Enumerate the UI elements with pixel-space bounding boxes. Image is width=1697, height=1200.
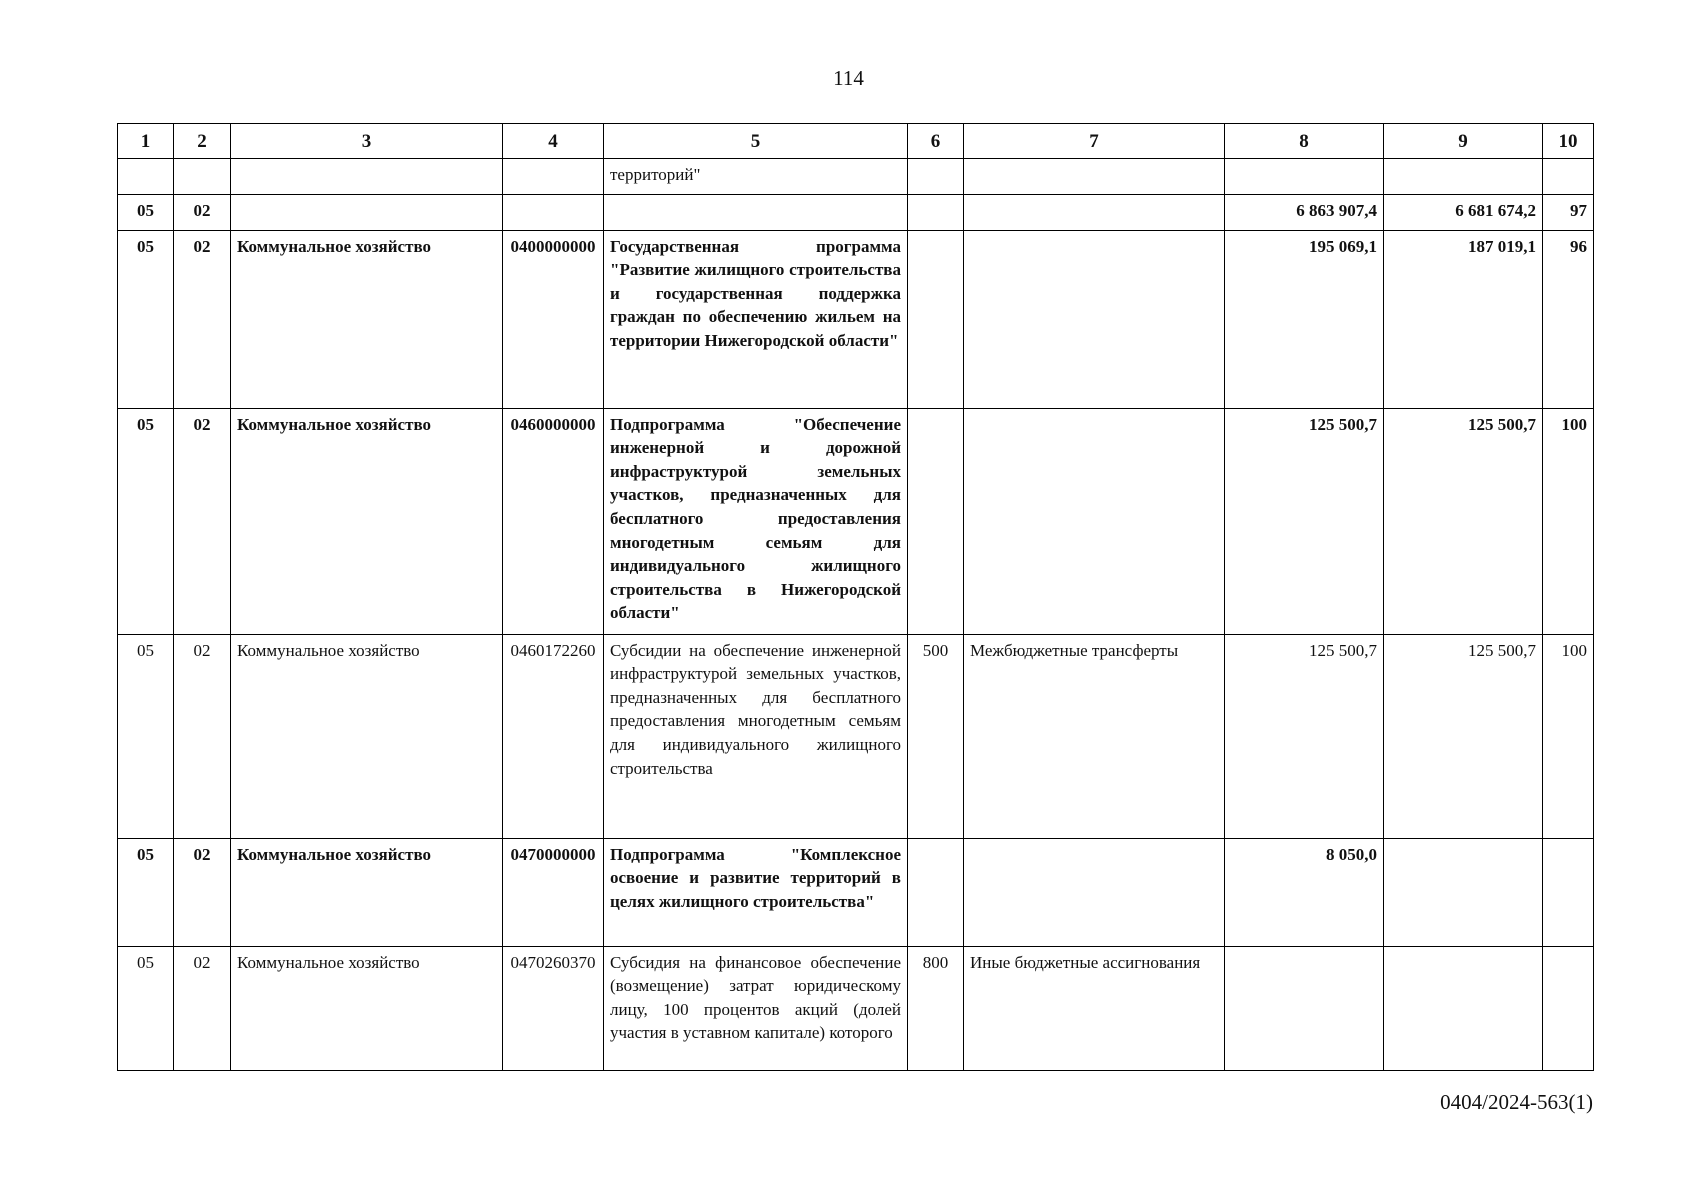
name-cell: Коммунальное хозяйство [231,634,503,838]
description-cell: Субсидии на обеспечение инженерной инфраструктурой земельных участков, предназначенных для бесплатного предоставления многодетным семьям для индивидуального жилищного строительства [604,634,908,838]
percent-cell [1543,158,1594,194]
type-name-cell: Иные бюджетные ассигнования [964,946,1225,1070]
type-code-cell: 500 [908,634,964,838]
section-cell: 05 [118,408,174,634]
actual-amount-cell [1384,838,1543,946]
code-cell [503,194,604,230]
description-cell: Подпрограмма "Комплексное освоение и развитие территорий в целях жилищного строительства" [604,838,908,946]
code-cell: 0470260370 [503,946,604,1070]
subsection-cell: 02 [174,408,231,634]
col-header-9: 9 [1384,124,1543,159]
name-cell [231,158,503,194]
document-id: 0404/2024-563(1) [1440,1090,1593,1114]
planned-amount-cell: 6 863 907,4 [1225,194,1384,230]
subsection-cell: 02 [174,634,231,838]
section-cell: 05 [118,634,174,838]
name-cell: Коммунальное хозяйство [231,946,503,1070]
section-cell: 05 [118,230,174,408]
name-cell [231,194,503,230]
col-header-6: 6 [908,124,964,159]
planned-amount-cell [1225,946,1384,1070]
description-cell: Субсидия на финансовое обеспечение (возмещение) затрат юридическому лицу, 100 процентов акций (долей участия в уставном капитале) которого [604,946,908,1070]
type-name-cell [964,194,1225,230]
col-header-8: 8 [1225,124,1384,159]
type-name-cell [964,838,1225,946]
description-cell [604,194,908,230]
percent-cell: 100 [1543,408,1594,634]
table-row [118,408,1594,634]
type-code-cell [908,838,964,946]
table-row [118,946,1594,1070]
actual-amount-cell: 125 500,7 [1384,408,1543,634]
subsection-cell: 02 [174,838,231,946]
table-row [118,194,1594,230]
description-cell: Государственная программа "Развитие жилищного строительства и государственная поддержка граждан по обеспечению жильем на территории Нижегородской области" [604,230,908,408]
section-cell [118,158,174,194]
percent-cell [1543,838,1594,946]
table-row [118,230,1594,408]
section-cell: 05 [118,838,174,946]
col-header-3: 3 [231,124,503,159]
table-row [118,634,1594,838]
planned-amount-cell [1225,158,1384,194]
subsection-cell: 02 [174,194,231,230]
planned-amount-cell: 195 069,1 [1225,230,1384,408]
code-cell: 0400000000 [503,230,604,408]
code-cell: 0460000000 [503,408,604,634]
type-code-cell [908,230,964,408]
page-number: 114 [833,66,864,90]
percent-cell [1543,946,1594,1070]
header-row [118,124,1594,159]
section-cell: 05 [118,946,174,1070]
type-name-cell [964,230,1225,408]
description-cell: территорий" [604,158,908,194]
col-header-10: 10 [1543,124,1594,159]
col-header-4: 4 [503,124,604,159]
type-code-cell [908,158,964,194]
col-header-7: 7 [964,124,1225,159]
col-header-5: 5 [604,124,908,159]
actual-amount-cell [1384,158,1543,194]
type-code-cell [908,194,964,230]
code-cell: 0470000000 [503,838,604,946]
actual-amount-cell: 6 681 674,2 [1384,194,1543,230]
code-cell: 0460172260 [503,634,604,838]
code-cell [503,158,604,194]
section-cell: 05 [118,194,174,230]
subsection-cell: 02 [174,946,231,1070]
percent-cell: 96 [1543,230,1594,408]
table-row [118,838,1594,946]
description-cell: Подпрограмма "Обеспечение инженерной и дорожной инфраструктурой земельных участков, предназначенных для бесплатного предоставления многодетным семьям для индивидуального жилищного строительства в Нижегородской области" [604,408,908,634]
table-row [118,158,1594,194]
name-cell: Коммунальное хозяйство [231,838,503,946]
name-cell: Коммунальное хозяйство [231,408,503,634]
subsection-cell [174,158,231,194]
type-code-cell [908,408,964,634]
actual-amount-cell: 125 500,7 [1384,634,1543,838]
percent-cell: 97 [1543,194,1594,230]
type-code-cell: 800 [908,946,964,1070]
type-name-cell [964,158,1225,194]
planned-amount-cell: 125 500,7 [1225,408,1384,634]
actual-amount-cell: 187 019,1 [1384,230,1543,408]
name-cell: Коммунальное хозяйство [231,230,503,408]
col-header-2: 2 [174,124,231,159]
type-name-cell [964,408,1225,634]
subsection-cell: 02 [174,230,231,408]
col-header-1: 1 [118,124,174,159]
percent-cell: 100 [1543,634,1594,838]
actual-amount-cell [1384,946,1543,1070]
planned-amount-cell: 125 500,7 [1225,634,1384,838]
planned-amount-cell: 8 050,0 [1225,838,1384,946]
type-name-cell: Межбюджетные трансферты [964,634,1225,838]
budget-table [117,123,1594,1071]
